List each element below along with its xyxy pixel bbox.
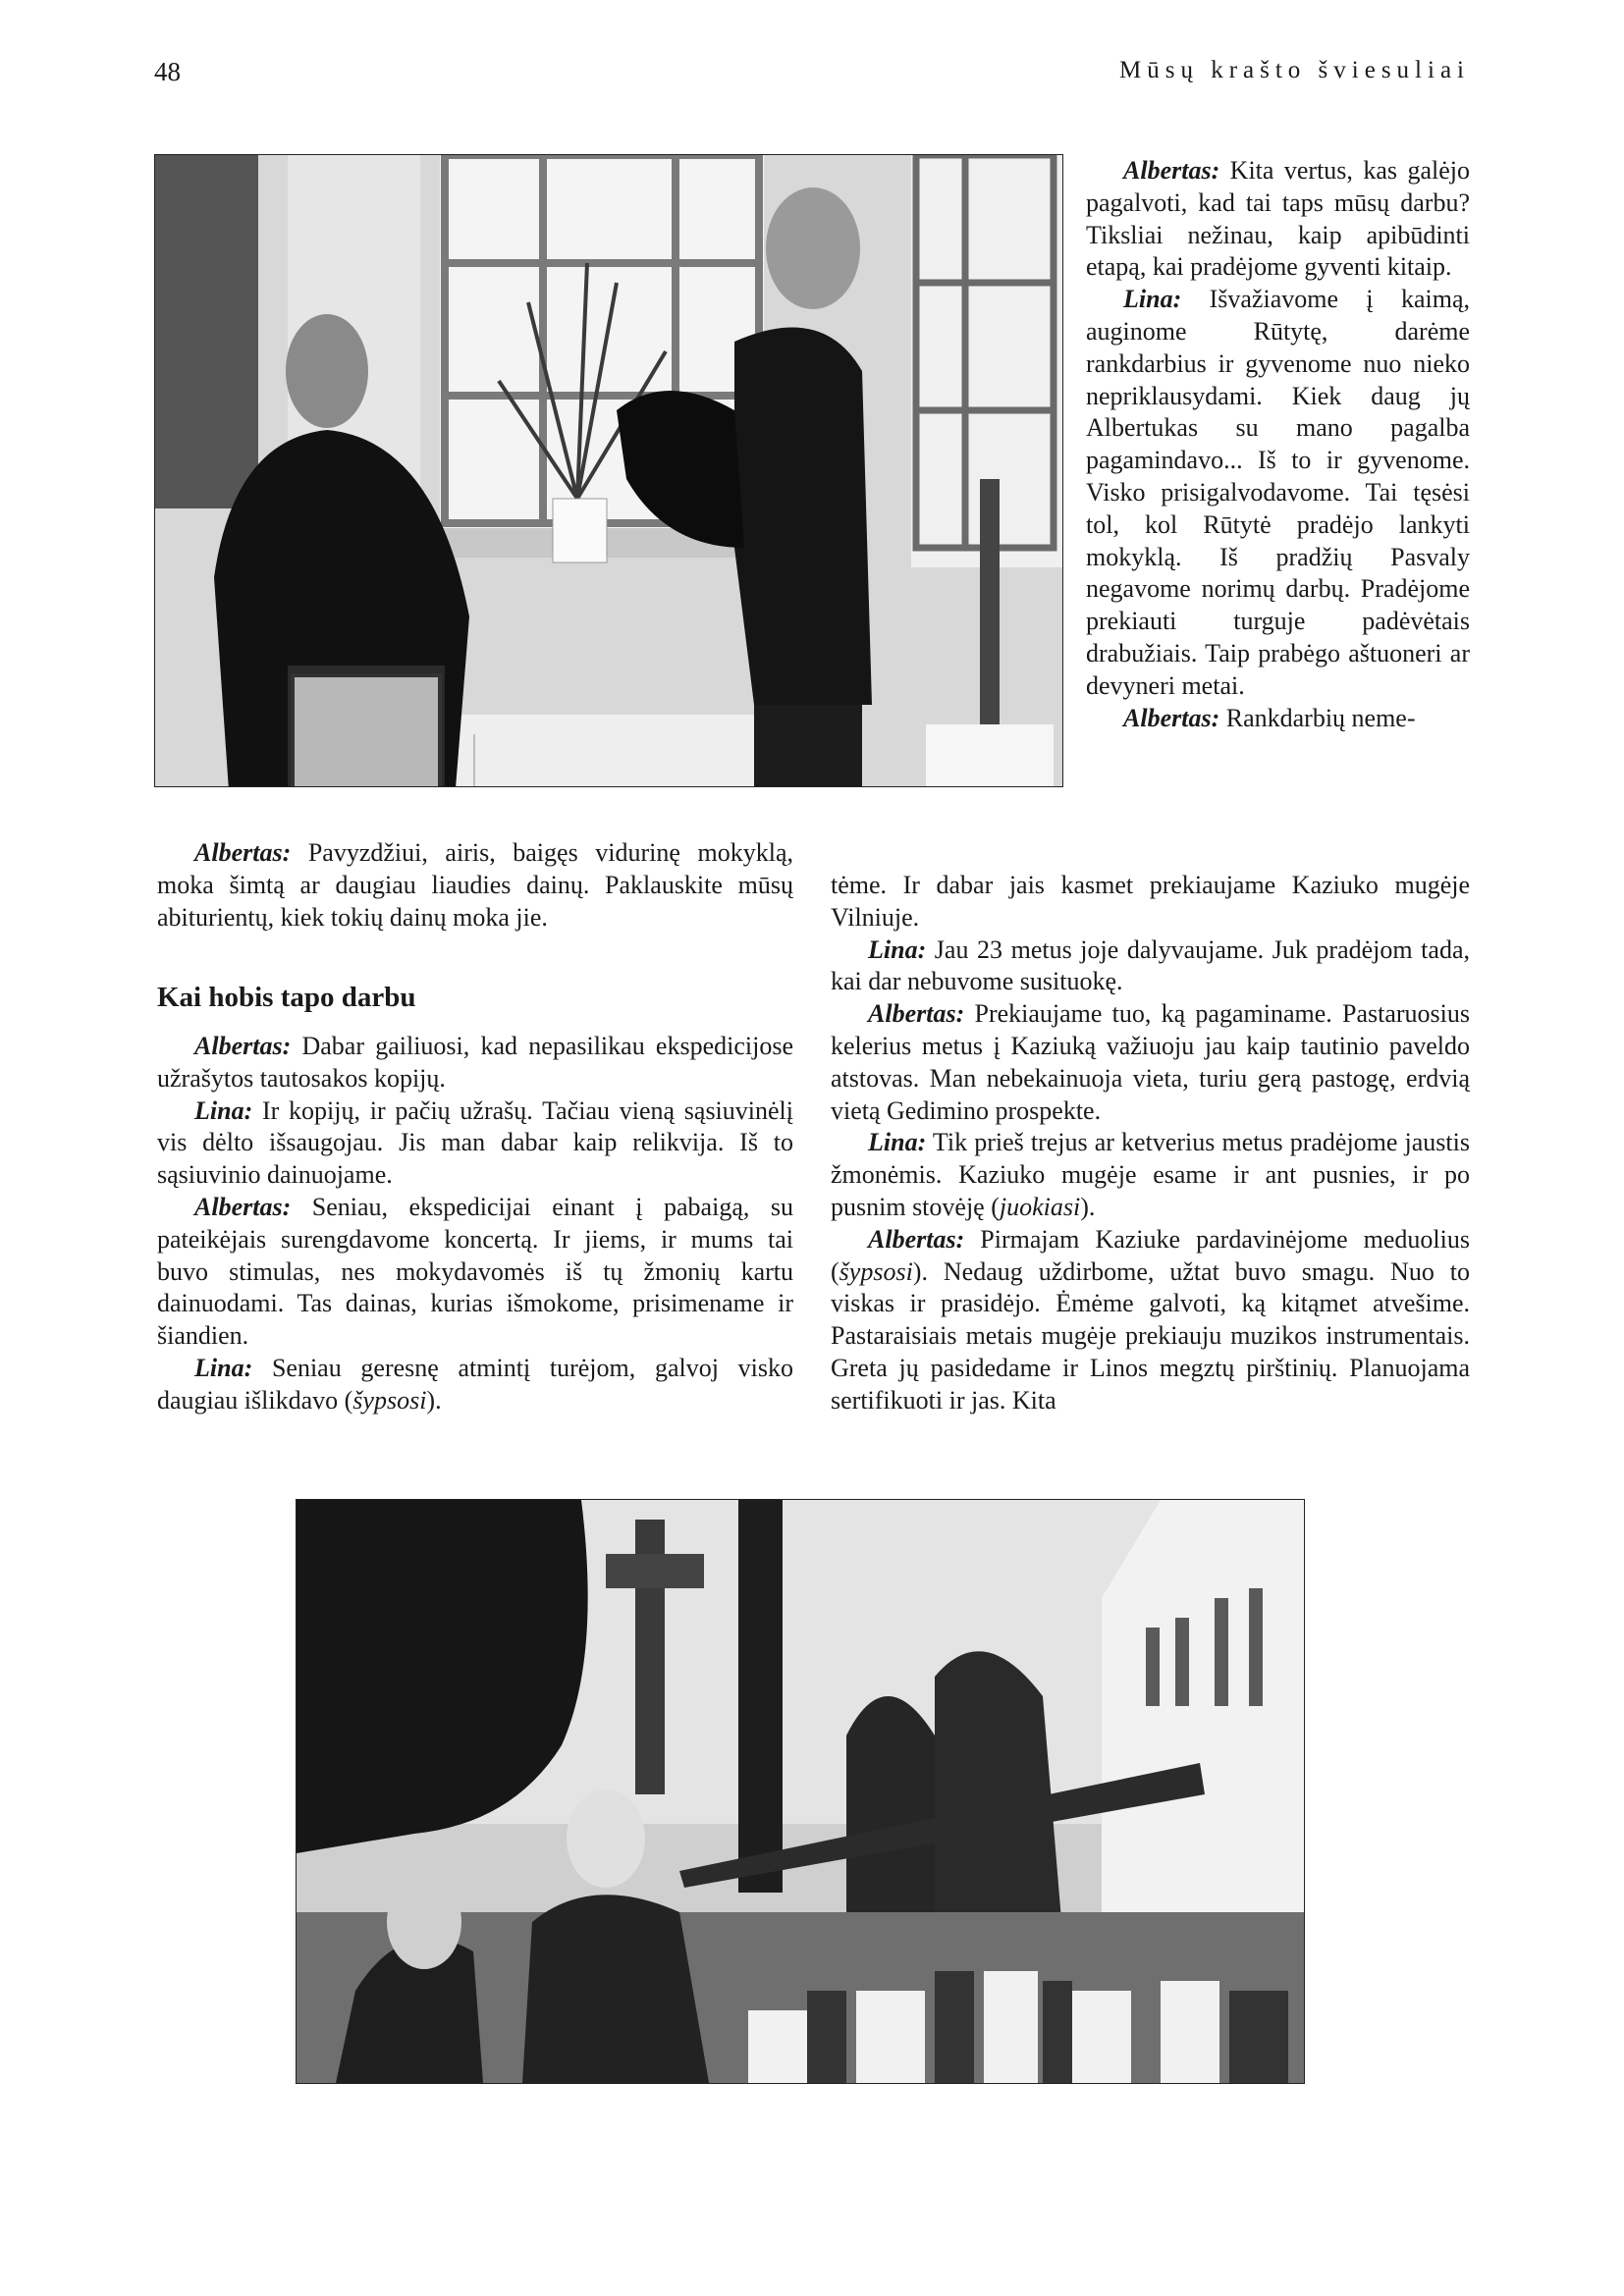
- right-top-column: [1086, 155, 1470, 734]
- speaker-label: Albertas:: [1123, 156, 1220, 185]
- paragraph: Albertas: Kita vertus, kas galėjo pagalvoti, kad tai taps mūsų darbu? Tiksliai nežinau, kaip apibūdinti etapą, kai pradėjome gyventi kitaip.: [1086, 156, 1470, 282]
- paragraph: Albertas: Seniau, ekspedicijai einant į pabaigą, su pateikėjais surengdavome koncertą. Ir jiems, ir mums tai buvo stimulas, nes mokydavomės iš tų žmonių kartu dainuodami. Tas dainas, kurias išmokome, prisimename ir šiandien.: [157, 1192, 793, 1351]
- running-title: Mūsų krašto šviesuliai: [1119, 57, 1470, 83]
- speaker-label: Lina:: [194, 1095, 253, 1125]
- speaker-label: Albertas:: [194, 838, 292, 867]
- speaker-label: Lina:: [868, 1128, 927, 1157]
- stage-direction: šypsosi: [839, 1256, 913, 1286]
- photo-horn-player-outdoors: [296, 1499, 1305, 2084]
- paragraph: Albertas: Pavyzdžiui, airis, baigęs vidurinę mokyklą, moka šimtą ar daugiau liaudies dainų. Paklauskite mūsų abiturientų, kiek tokių dainų moka jie.: [157, 838, 793, 932]
- photo-horn-and-crowd-image: [297, 1500, 1304, 2083]
- paragraph: Lina: Jau 23 metus joje dalyvaujame. Juk pradėjom tada, kai dar nebuvome susituokę.: [831, 934, 1470, 996]
- left-column-section: [157, 1031, 793, 1417]
- speaker-label: Albertas:: [194, 1032, 292, 1060]
- speaker-label: Albertas:: [1123, 703, 1220, 732]
- paragraph: Lina: Tik prieš trejus ar ketverius metus pradėjome jaustis žmonėmis. Kaziuko mugėje esame ir ant pusnies, ir po pusnim stovėję (juokiasi).: [831, 1128, 1470, 1221]
- paragraph: Albertas: Dabar gailiuosi, kad nepasilikau ekspedicijose užrašytos tautosakos kopijų.: [157, 1032, 793, 1093]
- section-heading: Kai hobis tapo darbu: [157, 982, 416, 1013]
- paragraph-continuation: tėme. Ir dabar jais kasmet prekiaujame Kaziuko mugėje Vilniuje.: [831, 871, 1470, 932]
- right-column: [831, 870, 1470, 1417]
- stage-direction: šypsosi: [352, 1385, 427, 1415]
- paragraph: Lina: Išvažiavome į kaimą, auginome Rūtytę, darėme rankdarbius ir gyvenome nuo nieko nepriklausydami. Kiek daug jų Albertukas su mano pagalba pagamindavo... Iš to ir gyvenome. Visko prisigalvodavome. Tai tęsėsi tol, kol Rūtytė pradėjo lankyti mokyklą. Iš pradžių Pasvaly negavome norimų darbų. Pradėjome prekiauti turguje padėvėtais drabužiais. Taip prabėgo aštuoneri ar devyneri metai.: [1086, 285, 1470, 700]
- speaker-label: Lina:: [194, 1353, 253, 1382]
- paragraph: Lina: Ir kopijų, ir pačių užrašų. Tačiau vieną sąsiuvinėlį vis dėlto išsaugojau. Jis man dabar kaip relikvija. Iš to sąsiuvinio dainuojame.: [157, 1095, 793, 1190]
- photo-musicians-indoors: [154, 154, 1063, 787]
- stage-direction: juokiasi: [999, 1192, 1081, 1221]
- paragraph: Albertas: Pirmajam Kaziuke pardavinėjome meduolius (šypsosi). Nedaug uždirbome, užtat buvo smagu. Nuo to viskas ir prasidėjo. Ėmėme galvoti, ką kitąmet atvešime. Pastaraisiais metais mugėje prekiauju muzikos instrumentais. Greta jų pasidedame ir Linos megztų pirštinių. Planuojama sertifikuoti ir jas. Kita: [831, 1224, 1470, 1415]
- speaker-label: Lina:: [1123, 285, 1182, 314]
- speaker-label: Albertas:: [868, 1224, 965, 1254]
- speaker-label: Albertas:: [194, 1192, 292, 1221]
- paragraph: Albertas: Rankdarbių neme-: [1123, 703, 1416, 732]
- speaker-label: Albertas:: [868, 999, 965, 1029]
- paragraph: Albertas: Prekiaujame tuo, ką pagaminame. Pastaruosius kelerius metus į Kaziuką važiuoju jau kaip tautinio paveldo atstovas. Man nebekainuoja vieta, turiu gerą pastogę, erdvią vietą Gedimino prospekte.: [831, 999, 1470, 1125]
- left-column: [157, 837, 793, 934]
- page-number: 48: [154, 57, 181, 86]
- paragraph: Lina: Seniau geresnę atmintį turėjom, galvoj visko daugiau išlikdavo (šypsosi).: [157, 1353, 793, 1415]
- speaker-label: Lina:: [868, 934, 927, 964]
- photo-drum-and-bagpipes-image: [155, 155, 1062, 786]
